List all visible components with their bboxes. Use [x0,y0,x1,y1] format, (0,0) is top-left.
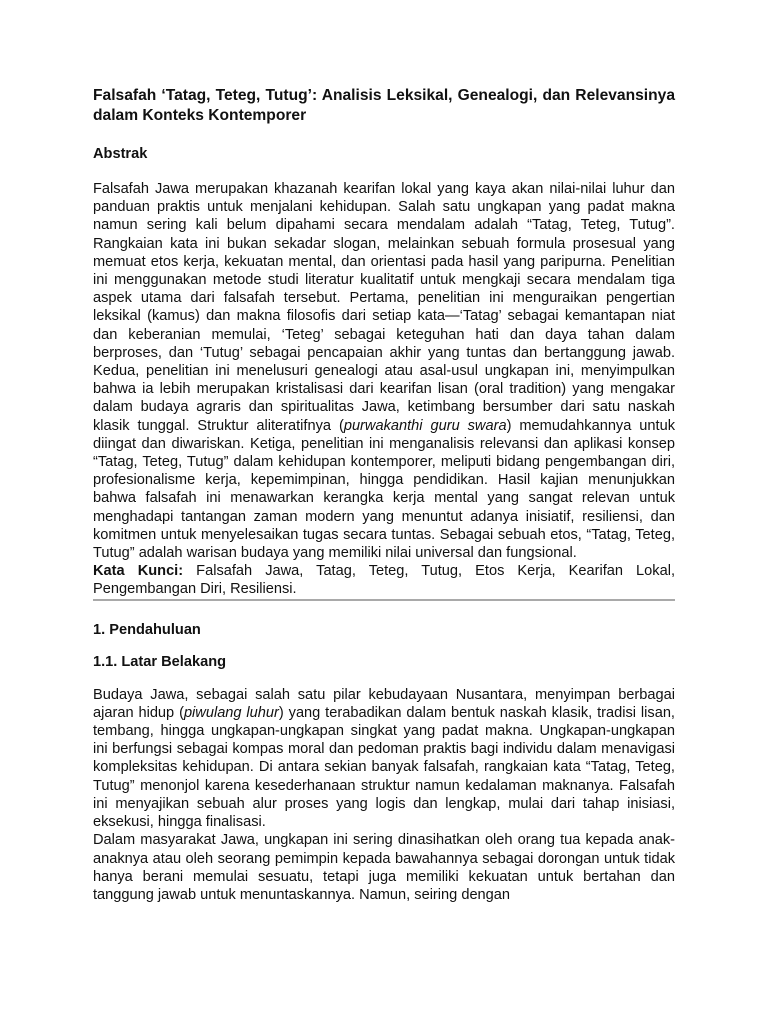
document-title: Falsafah ‘Tatag, Teteg, Tutug’: Analisis Leksikal, Genealogi, dan Relevansinya dalam Konteks Kontemporer [93,87,675,124]
body-paragraph-2: Dalam masyarakat Jawa, ungkapan ini sering dinasihatkan oleh orang tua kepada anak-anaknya atau oleh seorang pemimpin kepada bawahannya sebagai dorongan untuk tidak hanya berani memulai sesuatu, tetapi juga memiliki kekuatan untuk bertahan dan tanggung jawab untuk menuntaskannya. Namun, seiring dengan [93,832,675,903]
section-heading: 1. Pendahuluan [93,621,201,638]
paragraph-1-part-a: Budaya Jawa, sebagai salah satu pilar kebudayaan Nusantara, menyimpan berbagai ajaran hidup ( [93,686,675,721]
section-divider [93,599,675,601]
abstract-paragraph [93,180,675,562]
subsection-heading: 1.1. Latar Belakang [93,653,227,670]
keywords-label: Kata Kunci: [93,563,184,580]
abstract-text-part-2: ) memudahkannya untuk diingat dan diwariskan. Ketiga, penelitian ini menganalisis relevansi dan aplikasi konsep “Tatag, Teteg, Tutug” dalam kehidupan kontemporer, meliputi bidang pengembangan diri, profesionalisme kerja, kepemimpinan, hingga pendidikan. Hasil kajian menunjukkan bahwa falsafah ini menawarkan kerangka kerja mental yang sangat relevan untuk menghadapi tantangan zaman modern yang menuntut adanya inisiatif, resiliensi, dan komitmen untuk menyelesaikan tugas secara tuntas. Sebagai sebuah etos, “Tatag, Teteg, Tutug” adalah warisan budaya yang memiliki nilai universal dan fungsional. [93,417,676,562]
abstract-heading: Abstrak [93,146,148,162]
paragraph-1-italic-term: piwulang luhur [183,704,279,721]
keywords-text: Falsafah Jawa, Tatag, Teteg, Tutug, Etos Kerja, Kearifan Lokal, Pengembangan Diri, Resiliensi. [93,563,675,598]
abstract-italic-term: purwakanthi guru swara [343,417,507,434]
abstract-text-part-1: Falsafah Jawa merupakan khazanah kearifan lokal yang kaya akan nilai-nilai luhur dan panduan praktis untuk menjalani kehidupan. Salah satu ungkapan yang padat makna namun sering kali belum dipahami secara mendalam adalah “Tatag, Teteg, Tutug”. Rangkaian kata ini bukan sekadar slogan, melainkan sebuah formula prosesual yang memuat etos kerja, kekuatan mental, dan orientasi pada hasil yang paripurna. Penelitian ini menggunakan metode studi literatur kualitatif untuk mengkaji secara mendalam tiga aspek utama dari falsafah tersebut. Pertama, penelitian ini menguraikan pengertian leksikal (kamus) dan makna filosofis dari setiap kata—‘Tatag’ sebagai kemantapan niat dan keberanian memulai, ‘Teteg’ sebagai keteguhan hati dan daya tahan dalam berproses, dan ‘Tutug’ sebagai pencapaian akhir yang tuntas dan bertanggung jawab. Kedua, penelitian ini menelusuri genealogi atau asal-usul ungkapan ini, menyimpulkan bahwa ia lebih merupakan kristalisasi dari kearifan lisan (oral tradition) yang mengakar dalam budaya agraris dan spiritualitas Jawa, ketimbang bersumber dari satu naskah klasik tunggal. Struktur aliteratifnya ( [93,181,675,434]
keywords-paragraph [93,562,675,598]
body-paragraph-1 [93,686,675,832]
paragraph-1-part-b: ) yang terabadikan dalam bentuk naskah klasik, tradisi lisan, tembang, hingga ungkapan-ungkapan singkat yang padat makna. Ungkapan-ungkapan ini berfungsi sebagai kompas moral dan pedoman praktis bagi individu dalam menavigasi kompleksitas kehidupan. Di antara sekian banyak falsafah, rangkaian kata “Tatag, Teteg, Tutug” menonjol karena kesederhanaan struktur namun kedalaman maknanya. Falsafah ini menyajikan sebuah alur proses yang logis dan lengkap, mulai dari tahap inisiasi, eksekusi, hingga finalisasi. [93,704,675,831]
